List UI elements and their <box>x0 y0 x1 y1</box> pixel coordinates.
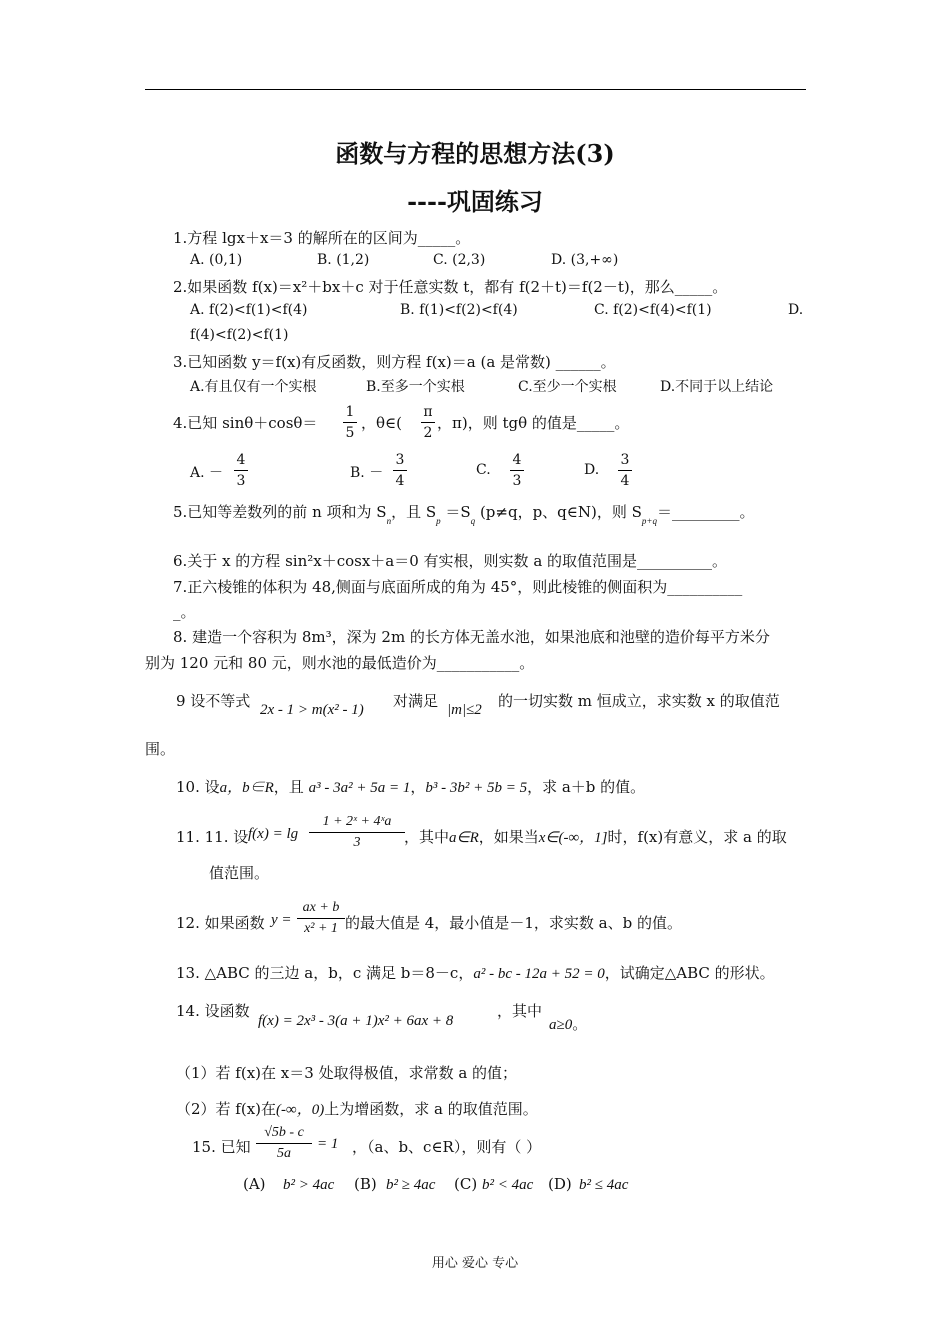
question-5-stem: 5.已知等差数列的前 n 项和为 $S_n$，且 $S_p =S_q$ (p≠q，p、q∈N)，则 $S_{p+q}=\_\_\_\_\_\_\_\_\_$。 <box>173 503 755 526</box>
question-4-option-d-label: D. <box>584 462 600 478</box>
question-4-option-b-fraction: 3 4 <box>393 452 407 489</box>
question-2-stem: 2.如果函数 f(x)＝x²＋bx＋c 对于任意实数 t，都有 f(2＋t)＝f(2－t)，那么_____。 <box>173 278 728 296</box>
question-1-option-d: D. (3,+∞) <box>551 252 619 268</box>
question-4-option-c-label: C. <box>476 462 491 478</box>
question-15-option-b-label: (B) <box>354 1175 377 1193</box>
question-3-option-d: D.不同于以上结论 <box>660 379 774 395</box>
question-15-option-d-label: (D) <box>548 1175 572 1193</box>
question-15-option-c-label: (C) <box>454 1175 478 1193</box>
question-15-option-c-expr: b² < 4ac <box>482 1177 534 1193</box>
question-11-part-a: 11. 11. 设 <box>176 828 249 846</box>
question-15-option-d-expr: b² ≤ 4ac <box>579 1177 629 1193</box>
question-1-stem: 1.方程 lgx＋x＝3 的解所在的区间为_____。 <box>173 229 471 247</box>
page-title: 函数与方程的思想方法(3) <box>335 139 615 168</box>
question-4-stem-a: 4.已知 sinθ＋cosθ＝ <box>173 414 318 432</box>
question-15-equals: = 1 <box>317 1136 339 1152</box>
question-8-line-2: 别为 120 元和 80 元，则水池的最低造价为___________。 <box>145 654 535 672</box>
question-12-part-b: 的最大值是 4，最小值是－1，求实数 a、b 的值。 <box>345 914 682 932</box>
question-4-option-a-label: A. － <box>190 465 224 481</box>
question-9-condition: |m|≤2 <box>447 702 482 718</box>
question-10-stem: 10. 设a，b∈R，且 a³ - 3a² + 5a = 1，b³ - 3b² + 5b = 5，求 a＋b 的值。 <box>176 778 646 796</box>
question-14-sub-2: （2）若 f(x)在(-∞，0)上为增函数，求 a 的取值范围。 <box>176 1100 538 1118</box>
question-12-y: y = <box>271 912 292 928</box>
question-2-option-a: A. f(2)<f(1)<f(4) <box>190 302 308 318</box>
question-14-sub-1: （1）若 f(x)在 x＝3 处取得极值，求常数 a 的值； <box>176 1064 518 1082</box>
question-14-part-b: ，其中 <box>497 1002 543 1020</box>
question-15-option-a-expr: b² > 4ac <box>283 1177 335 1193</box>
question-11-fx: f(x) = lg <box>248 826 299 842</box>
question-4-option-d-fraction: 3 4 <box>618 452 632 489</box>
question-3-option-c: C.至少一个实根 <box>518 379 617 395</box>
question-9-line-2: 围。 <box>145 740 176 758</box>
question-6-stem: 6.关于 x 的方程 sin²x＋cosx＋a＝0 有实根，则实数 a 的取值范围是__________。 <box>173 552 728 570</box>
question-4-fraction-1: 1 5 <box>343 404 357 441</box>
question-4-option-b-label: B. － <box>350 465 384 481</box>
question-3-stem: 3.已知函数 y＝f(x)有反函数，则方程 f(x)＝a (a 是常数) ______。 <box>173 353 616 371</box>
question-12-fraction: ax + b x² + 1 <box>297 900 345 937</box>
question-7-line-1: 7.正六棱锥的体积为 48,侧面与底面所成的角为 45°，则此棱锥的侧面积为__________ <box>173 578 743 596</box>
question-1-option-c: C. (2,3) <box>433 252 486 268</box>
question-13-stem: 13. △ABC 的三边 a，b，c 满足 b＝8－c，a² - bc - 12a + 52 = 0，试确定△ABC 的形状。 <box>176 964 775 982</box>
question-15-option-b-expr: b² ≥ 4ac <box>386 1177 436 1193</box>
header-rule <box>145 89 806 90</box>
question-14-condition: a≥0。 <box>549 1015 588 1033</box>
question-15-fraction: √5b - c 5a <box>256 1125 312 1162</box>
question-2-option-d: f(4)<f(2)<f(1) <box>190 327 289 343</box>
question-15-option-a-label: (A) <box>243 1175 266 1193</box>
question-1-option-b: B. (1,2) <box>317 252 370 268</box>
question-4-option-c-fraction: 4 3 <box>510 452 524 489</box>
question-3-option-b: B.至多一个实根 <box>366 379 465 395</box>
page-subtitle: ----巩固练习 <box>407 187 543 216</box>
question-15-part-a: 15. 已知 <box>192 1138 251 1156</box>
question-12-part-a: 12. 如果函数 <box>176 914 265 932</box>
question-11-line-2: 值范围。 <box>209 864 270 882</box>
question-2-option-c: C. f(2)<f(4)<f(1) <box>594 302 712 318</box>
question-14-function: f(x) = 2x³ - 3(a + 1)x² + 6ax + 8 <box>258 1013 454 1029</box>
question-9-part-a: 9 设不等式 <box>176 692 251 710</box>
question-1-option-a: A. (0,1) <box>190 252 243 268</box>
question-7-line-2: _。 <box>173 603 196 621</box>
question-8-line-1: 8. 建造一个容积为 8m³，深为 2m 的长方体无盖水池，如果池底和池壁的造价每平方米分 <box>173 628 770 646</box>
question-9-part-c: 的一切实数 m 恒成立，求实数 x 的取值范 <box>498 692 780 710</box>
question-11-stem: ，其中a∈R，如果当x∈(-∞，1]时，f(x)有意义，求 a 的取 <box>404 828 787 846</box>
question-15-part-b: ，（a、b、c∈R），则有（ ） <box>352 1138 542 1156</box>
question-9-part-b: 对满足 <box>393 692 439 710</box>
page-footer: 用心 爱心 专心 <box>431 1256 519 1271</box>
question-4-stem-b: ，θ∈( <box>361 414 402 432</box>
question-4-option-a-fraction: 4 3 <box>234 452 248 489</box>
question-14-part-a: 14. 设函数 <box>176 1002 250 1020</box>
question-2-option-b: B. f(1)<f(2)<f(4) <box>400 302 518 318</box>
question-4-stem-c: ，π)，则 tgθ 的值是_____。 <box>437 414 630 432</box>
question-4-fraction-2: π 2 <box>421 404 435 441</box>
question-2-option-d-label: D. <box>788 302 804 318</box>
question-9-formula: 2x - 1 > m(x² - 1) <box>260 702 364 718</box>
question-11-fraction: 1 + 2ˣ + 4ˣa 3 <box>309 814 405 851</box>
question-3-option-a: A.有且仅有一个实根 <box>190 379 317 395</box>
